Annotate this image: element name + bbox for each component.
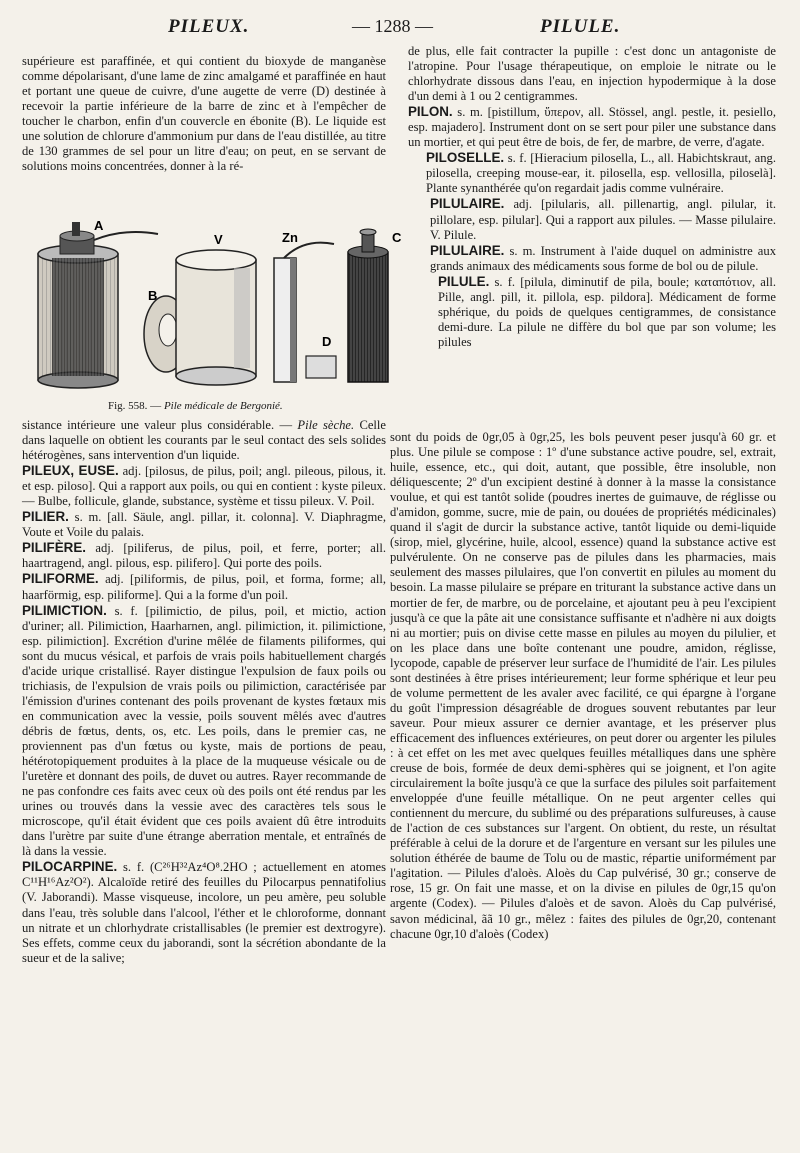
figure-bergonie-battery — [34, 218, 402, 390]
pile-continuation — [22, 418, 386, 463]
right-column-top — [408, 44, 776, 350]
definition-pilulaire-adj: adj. [pilularis, all. pillenartig, angl. pilular, it. pillolare, esp. pilular]. Qui a rapport aux pilules. — Masse pilulaire. V. Pilule. — [430, 197, 776, 242]
definition-pilocarpine: s. f. (C²⁶H³²Az⁴O⁸.2HO ; actuellement en atomes C¹¹H¹⁶Az²O²). Alcaloïde retiré des feuilles du Pilocarpus pennatifolius (V. Jaborandi). Masse visqueuse, incolore, un peu amère, peu soluble dans l'eau, très soluble dans l'alcool, l'éther et le chloroforme, donnant un nitrate et un chlorhydrate cristallisables (le premier est dextrogyre). Ses effets, comme ceux du jaborandi, sont la sécrétion abondante de la sueur et de la salive; — [22, 860, 387, 965]
definition-pilifere: adj. [piliferus, de pilus, poil, et ferre, porter; all. haartragend, angl. pilous, esp. pilifero]. Qui porte des poils. — [22, 541, 386, 571]
entry-pilulaire-sm — [408, 243, 776, 274]
entry-pilifere — [22, 540, 386, 571]
headword-piloselle: PILOSELLE. — [426, 150, 505, 166]
label-a: A — [94, 218, 104, 233]
entry-piloselle — [408, 150, 776, 196]
headword-pileux: PILEUX, EUSE. — [22, 463, 119, 479]
definition-piloselle: s. f. [Hieracium pilosella, L., all. Habichtskraut, ang. pilosella, creeping mouse-ear, it. pilosella, esp. vellosilla, piloselà]. Plante synanthérée qu'on regardait jadis comme vulnéraire. — [426, 151, 776, 196]
definition-pilon: s. m. [pistillum, ὕπερον, all. Stössel, angl. pestle, it. pesiello, esp. majadero]. Instrument dont on se sert pour piler une substance dans un mortier, et qui peut être de bois, de fer, de marbre, de verre, d'agate. — [408, 105, 776, 150]
glass-trough-d — [306, 356, 336, 378]
entry-pilier — [22, 509, 386, 540]
entry-pilimiction — [22, 603, 386, 860]
label-v: V — [214, 232, 223, 247]
carbon-cylinder-c — [348, 229, 388, 382]
headword-pilule: PILULE. — [438, 273, 490, 289]
definition-pileux: adj. [pilosus, de pilus, poil; angl. pileous, pilous, it. et esp. piloso]. Qui a rapport aux poils, ou qui en contient : kyste pileux. — Bulbe, follicule, glande, substance, système et tissu pileux. V. Poil. — [22, 464, 386, 509]
left-column-top — [22, 54, 386, 174]
right-column-bottom — [390, 430, 776, 942]
left-column-bottom — [22, 418, 386, 966]
headword-pilifere: PILIFÈRE. — [22, 540, 86, 556]
glass-jar-v — [176, 250, 256, 385]
running-head-left: PILEUX. — [168, 16, 250, 37]
entry-pilule — [408, 274, 776, 350]
headword-pilier: PILIER. — [22, 509, 69, 525]
continuation-text: sistance intérieure une valeur plus considérable. — — [22, 418, 293, 432]
definition-pilulaire-sm: s. m. Instrument à l'aide duquel on administre aux grands animaux des médicaments sous forme de bol ou de pilule. — [430, 243, 776, 273]
pile-seche-text: Celle dans laquelle on obtient les courants par le seul contact des sels solides hétérogènes, sans intervention d'un liquide. — [22, 418, 387, 463]
pilule-continuation: sont du poids de 0gr,05 à 0gr,25, les bols peuvent peser jusqu'à 60 gr. et plus. Une pilule se compose : 1º d'une substance active poudre, sel, extrait, huile, essence, etc., qui doit, autant, que possible, être insoluble, non déliquescente; 2º d'un excipient destiné à donner à la masse la consistance voulue, et qui est tantôt solide (poudres inertes de guimauve, de réglisse ou d'amidon, gomme, sucre, mie de pain, ou douées de propriétés médicinales) quand il s'agit de durcir la substance active, tantôt liquide ou demi-liquide (sirop, miel, glycérine, huile, alcool, essence) quand la substance active est pulvérulente. On ne conserve pas de pilules dans les pharmacies, mais seulement des masses pilulaires, que l'on convertit en pilules au moment du besoin. La masse pilulaire se prépare en triturant la substance active dans un mortier de fer, de marbre, ou de porcelaine, et ajoutant peu à peu l'excipient jusqu'à ce que la pâte ait une consistance suffisante et n'adhère ni aux doigts ni au mortier; puis on divise cette masse en pilules au moyen du pilulier, et on les place dans une boîte contenant une poudre, amidon, réglisse, lycopode, capable de préserver leur surface de l'humidité de l'air. Les pilules sont destinées à être prises intérieurement; leur forme sphérique et leur peu de volume permettent de les avaler avec facilité, ce qui épargne à l'organe du goût l'impression désagréable de drogues souvent rebutantes par leur saveur. Pour mieux assurer ce dernier avantage, et les préserver plus efficacement des influences extérieures, on peut dorer ou argenter les pilules : à cet effet on les met avec quelques feuilles métalliques dans une sphère creuse de bois, formée de deux demi-sphères qui se joignent, et l'on agite circulairement la boîte jusqu'à ce que la surface des pilules soit parfaitement enveloppée d'une feuille métallique. On ne peut argenter celles qui contiennent du mercure, du sublimé ou des préparations sulfureuses, à cause de l'action de ces substances sur l'argent. On obtient, du reste, un résultat préférable à celui de la dorure et de l'argenture en versant sur les pilules une solution éthérée de baume de Tolu ou de mastic, répartie uniformément par l'agitation. — Pilules d'aloès. Aloès du Cap pulvérisé, 30 gr.; conserve de rose, 15 gr. On fait une masse, et on la divise en pilules de 0gr,15 qu'on argente (Codex). — Pilules d'aloès et de savon. Aloès du Cap pulvérisé, savon médicinal, ãã 10 gr., mêlez : faites des pilules de 0gr,20, contenant chacune 0gr,10 d'aloès (Codex) — [390, 430, 776, 941]
label-zn: Zn — [282, 230, 298, 245]
definition-piliforme: adj. [piliformis, de pilus, poil, et forma, forme; all, haarförmig, esp. piliforme]. Qui a la forme d'un poil. — [22, 572, 386, 602]
paragraph-continuation: supérieure est paraffinée, et qui contient du bioxyde de manganèse comme dépolarisant, d'une lame de zinc amalgamé et paraffinée en haut et portant une queue de cuivre, d'une augette de verre (D) destinée à recevoir la partie inférieure de la barre de zinc et à l'empêcher de toucher le charbon, enfin d'un couvercle en ébonite (B). Le liquide est une solution de chlorure d'ammonium pur dans de l'eau distillée, au titre de 130 grammes de sel pour un litre d'eau; on peut, en se servant de solutions moins concentrées, donner à la ré- — [22, 54, 386, 174]
definition-pilule: s. f. [pilula, diminutif de pila, boule; καταπότιον, all. Pille, angl. pill, it. pillola, esp. pildora]. Médicament de forme sphérique, du poids de quelques centigrammes, de consistance demi-dure. La pilule ne diffère du bol que par son volume; les pilules — [438, 274, 776, 349]
entry-pilocarpine — [22, 859, 386, 965]
label-c: C — [392, 230, 402, 245]
label-b: B — [148, 288, 158, 303]
entry-piliforme — [22, 571, 386, 602]
pile-seche-term: Pile sèche. — [297, 418, 355, 432]
entry-pilulaire-adj — [408, 196, 776, 242]
caption-text: Pile médicale de Bergonié. — [163, 400, 283, 412]
entry-pilon — [408, 104, 776, 150]
jar-a — [38, 222, 158, 388]
headword-pilulaire-adj: PILULAIRE. — [430, 196, 505, 212]
definition-pilimiction: s. f. [pilimictio, de pilus, poil, et mictio, action d'uriner; all. Pilimiction, Haarharnen, angl. pilimiction, it. pilimictione, esp. pilimiction]. Excrétion d'urine mêlée de filaments piliformes, qui sont du mucus vésical, et parfois de vrais poils habituellement chargés d'acide urique cristallisé. Rayer distingue l'expulsion de faux poils ou trichiasis, de l'expulsion de vrais poils ou pilimiction, caractérisée par l'émission d'urines contenant des poils provenant de kystes fœtaux mis en communication avec la vessie, poils souvent mêlés avec d'autres débris de fœtus, dents, os, etc. Les poils, dans le premier cas, ne proviennent pas d'un fœtus ou kyste, mais de portions de peau, hétérotopiquement produites à la place de la muqueuse vésicale ou de l'uretère et donnant des poils, de duvet ou autres. Rayer recommande de ne pas confondre ces faits avec ceux où des poils ont été rendus par les urines ou trouvés dans la vessie avec des caractères tels sous le microscope, qu'il était évident que ces poils avaient dû être introduits dans l'urètre par suite d'une étrange aberration mentale, et entraînés de là dans la vessie. — [22, 603, 386, 859]
headword-pilon: PILON. — [408, 104, 453, 120]
running-head-right: PILULE. — [540, 16, 621, 37]
label-d: D — [322, 334, 332, 349]
battery-illustration — [34, 218, 402, 390]
headword-pilocarpine: PILOCARPINE. — [22, 859, 118, 875]
headword-pilimiction: PILIMICTION. — [22, 602, 107, 618]
page-number: — 1288 — — [352, 16, 433, 36]
headword-pilulaire-sm: PILULAIRE. — [430, 242, 505, 258]
figure-caption — [108, 400, 388, 412]
headword-piliforme: PILIFORME. — [22, 571, 99, 587]
caption-prefix: Fig. 558. — — [108, 400, 162, 412]
entry-pileux — [22, 463, 386, 509]
pilocarpine-continuation: de plus, elle fait contracter la pupille : c'est donc un antagoniste de l'atropine. Pour l'usage thérapeutique, on emploie le nitrate ou le chlorhydrate dissous dans l'eau, en injection hypodermique à la dose d'un demi à 1 ou 2 centigrammes. — [408, 44, 776, 104]
definition-pilier: s. m. [all. Säule, angl. pillar, it. colonna]. V. Diaphragme, Voute et Voile du palais. — [22, 510, 387, 540]
